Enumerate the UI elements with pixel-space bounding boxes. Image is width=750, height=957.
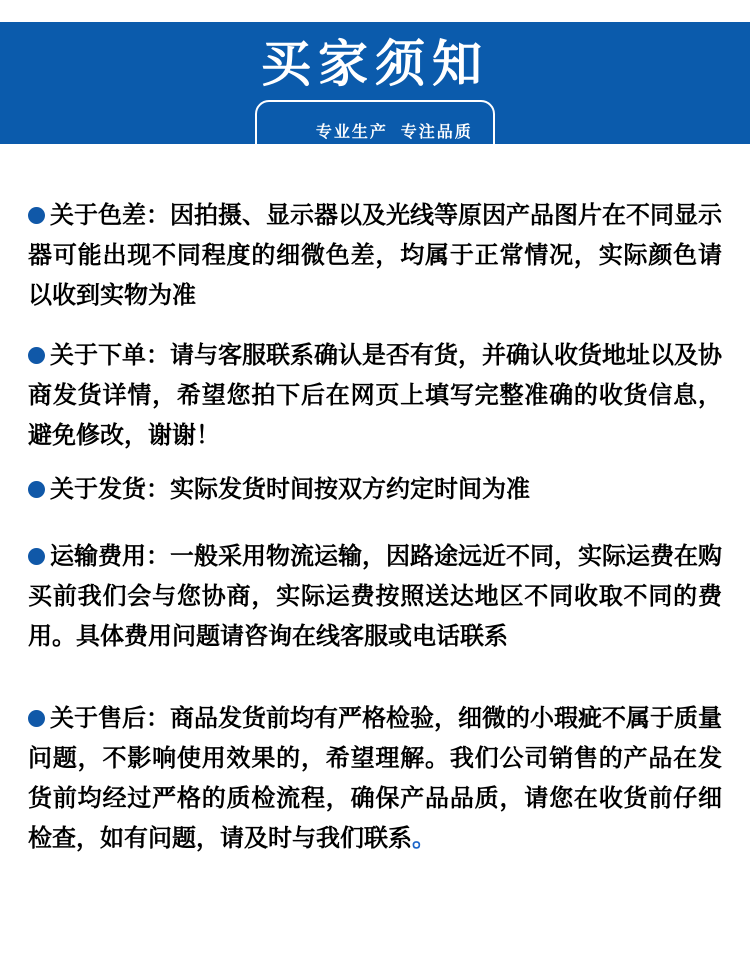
bullet-dot-icon xyxy=(28,710,45,727)
page-title: 买家须知 xyxy=(261,36,489,92)
slogan-text: 专业生产 专注品质 xyxy=(315,124,473,142)
bullet-dot-icon xyxy=(28,207,45,224)
notice-shipping-text: 关于发货：实际发货时间按双方约定时间为准 xyxy=(50,476,530,503)
notice-ordering-text: 关于下单：请与客服联系确认是否有货，并确认收货地址以及协商发货详情，希望您拍下后在网页上填写完整准确的收货信息，避免修改，谢谢！ xyxy=(28,342,722,449)
notice-after-sales xyxy=(28,699,722,859)
header-banner xyxy=(0,22,750,144)
notice-color-difference xyxy=(28,196,722,316)
notice-freight-text: 运输费用：一般采用物流运输，因路途远近不同，实际运费在购买前我们会与您协商，实际运费按照送达地区不同收取不同的费用。具体费用问题请咨询在线客服或电话联系 xyxy=(28,543,722,650)
notice-after-sales-text: 关于售后：商品发货前均有严格检验，细微的小瑕疵不属于质量问题，不影响使用效果的，希望理解。我们公司销售的产品在发货前均经过严格的质检流程，确保产品品质，请您在收货前仔细检查，如有问题，请及时与我们联系 xyxy=(28,705,722,852)
notice-shipping xyxy=(28,470,722,510)
notice-list xyxy=(0,196,750,859)
slogan-pill xyxy=(255,100,495,144)
notice-after-sales-period: 。 xyxy=(412,825,436,852)
notice-ordering xyxy=(28,336,722,456)
bullet-dot-icon xyxy=(28,347,45,364)
notice-color-difference-text: 关于色差：因拍摄、显示器以及光线等原因产品图片在不同显示器可能出现不同程度的细微色差，均属于正常情况，实际颜色请以收到实物为准 xyxy=(28,202,722,309)
notice-freight xyxy=(28,537,722,657)
bullet-dot-icon xyxy=(28,548,45,565)
buyer-notice-page xyxy=(0,22,750,957)
bullet-dot-icon xyxy=(28,481,45,498)
